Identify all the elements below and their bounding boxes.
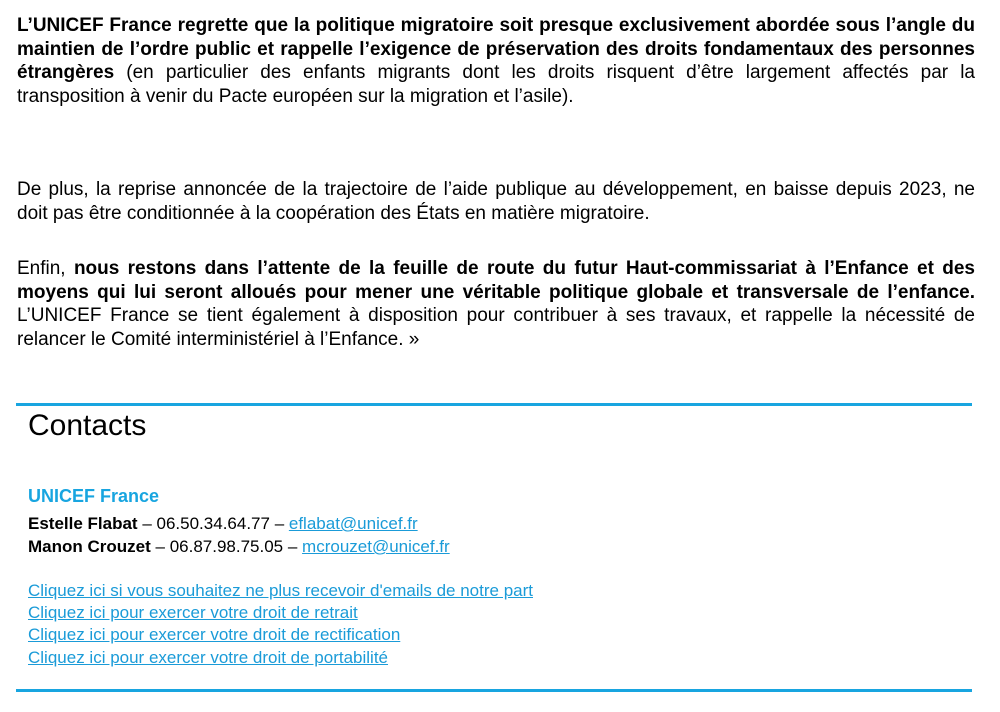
contact-email-link[interactable]: eflabat@unicef.fr [288,514,418,533]
contact-separator: – [283,537,303,556]
portability-right-line [28,647,388,668]
withdrawal-right-link[interactable]: Cliquez ici pour exercer votre droit de retrait [28,603,358,622]
contacts-bottom-divider [16,689,972,692]
paragraph-development-aid [17,178,975,225]
contact-email-link[interactable]: mcrouzet@unicef.fr [302,537,450,556]
paragraph-1-normal: (en particulier des enfants migrants dont les droits risquent d’être largement affectés par la transposition à venir du Pacte européen sur la migration et l’asile). [17,62,975,107]
portability-right-link[interactable]: Cliquez ici pour exercer votre droit de portabilité [28,648,389,667]
contact-phone: 06.50.34.64.77 [156,514,270,533]
contact-name: Manon Crouzet [28,537,151,556]
paragraph-2-normal: De plus, la reprise annoncée de la trajectoire de l’aide publique au développement, en baisse depuis 2023, ne doit pas être conditionnée à la coopération des États en matière migratoire. [17,179,975,224]
contacts-top-divider [16,403,972,406]
unsubscribe-line [28,580,533,601]
contact-separator: – [150,537,170,556]
paragraph-3-bold: nous restons dans l’attente de la feuille de route du futur Haut-commissariat à l’Enfance et des moyens qui lui seront alloués pour mener une véritable politique globale et transversale de l’enfance. [17,258,976,303]
contact-separator: – [137,514,157,533]
rectification-right-link[interactable]: Cliquez ici pour exercer votre droit de rectification [28,625,401,644]
rectification-right-line [28,624,400,645]
paragraph-3-lead: Enfin, [17,258,74,279]
paragraph-migration-policy [17,14,975,108]
paragraph-childhood-commission [17,257,975,351]
contact-separator: – [269,514,289,533]
organization-name: UNICEF France [28,486,160,506]
paragraph-3-normal: L’UNICEF France se tient également à disposition pour contribuer à ses travaux, et rappelle la nécessité de relancer le Comité interministériel à l’Enfance. » [17,305,975,350]
contact-name: Estelle Flabat [28,514,138,533]
contacts-heading: Contacts [28,409,147,442]
contact-line [28,536,450,557]
contact-line [28,513,418,534]
unsubscribe-link[interactable]: Cliquez ici si vous souhaitez ne plus recevoir d'emails de notre part [28,581,533,600]
withdrawal-right-line [28,602,358,623]
paragraph-1-bold: L’UNICEF France regrette que la politique migratoire soit presque exclusivement abordée sous l’angle du maintien de l’ordre public et rappelle l’exigence de préservation des droits fondamentaux des personnes étrangères [17,15,975,83]
contact-phone: 06.87.98.75.05 [169,537,284,556]
